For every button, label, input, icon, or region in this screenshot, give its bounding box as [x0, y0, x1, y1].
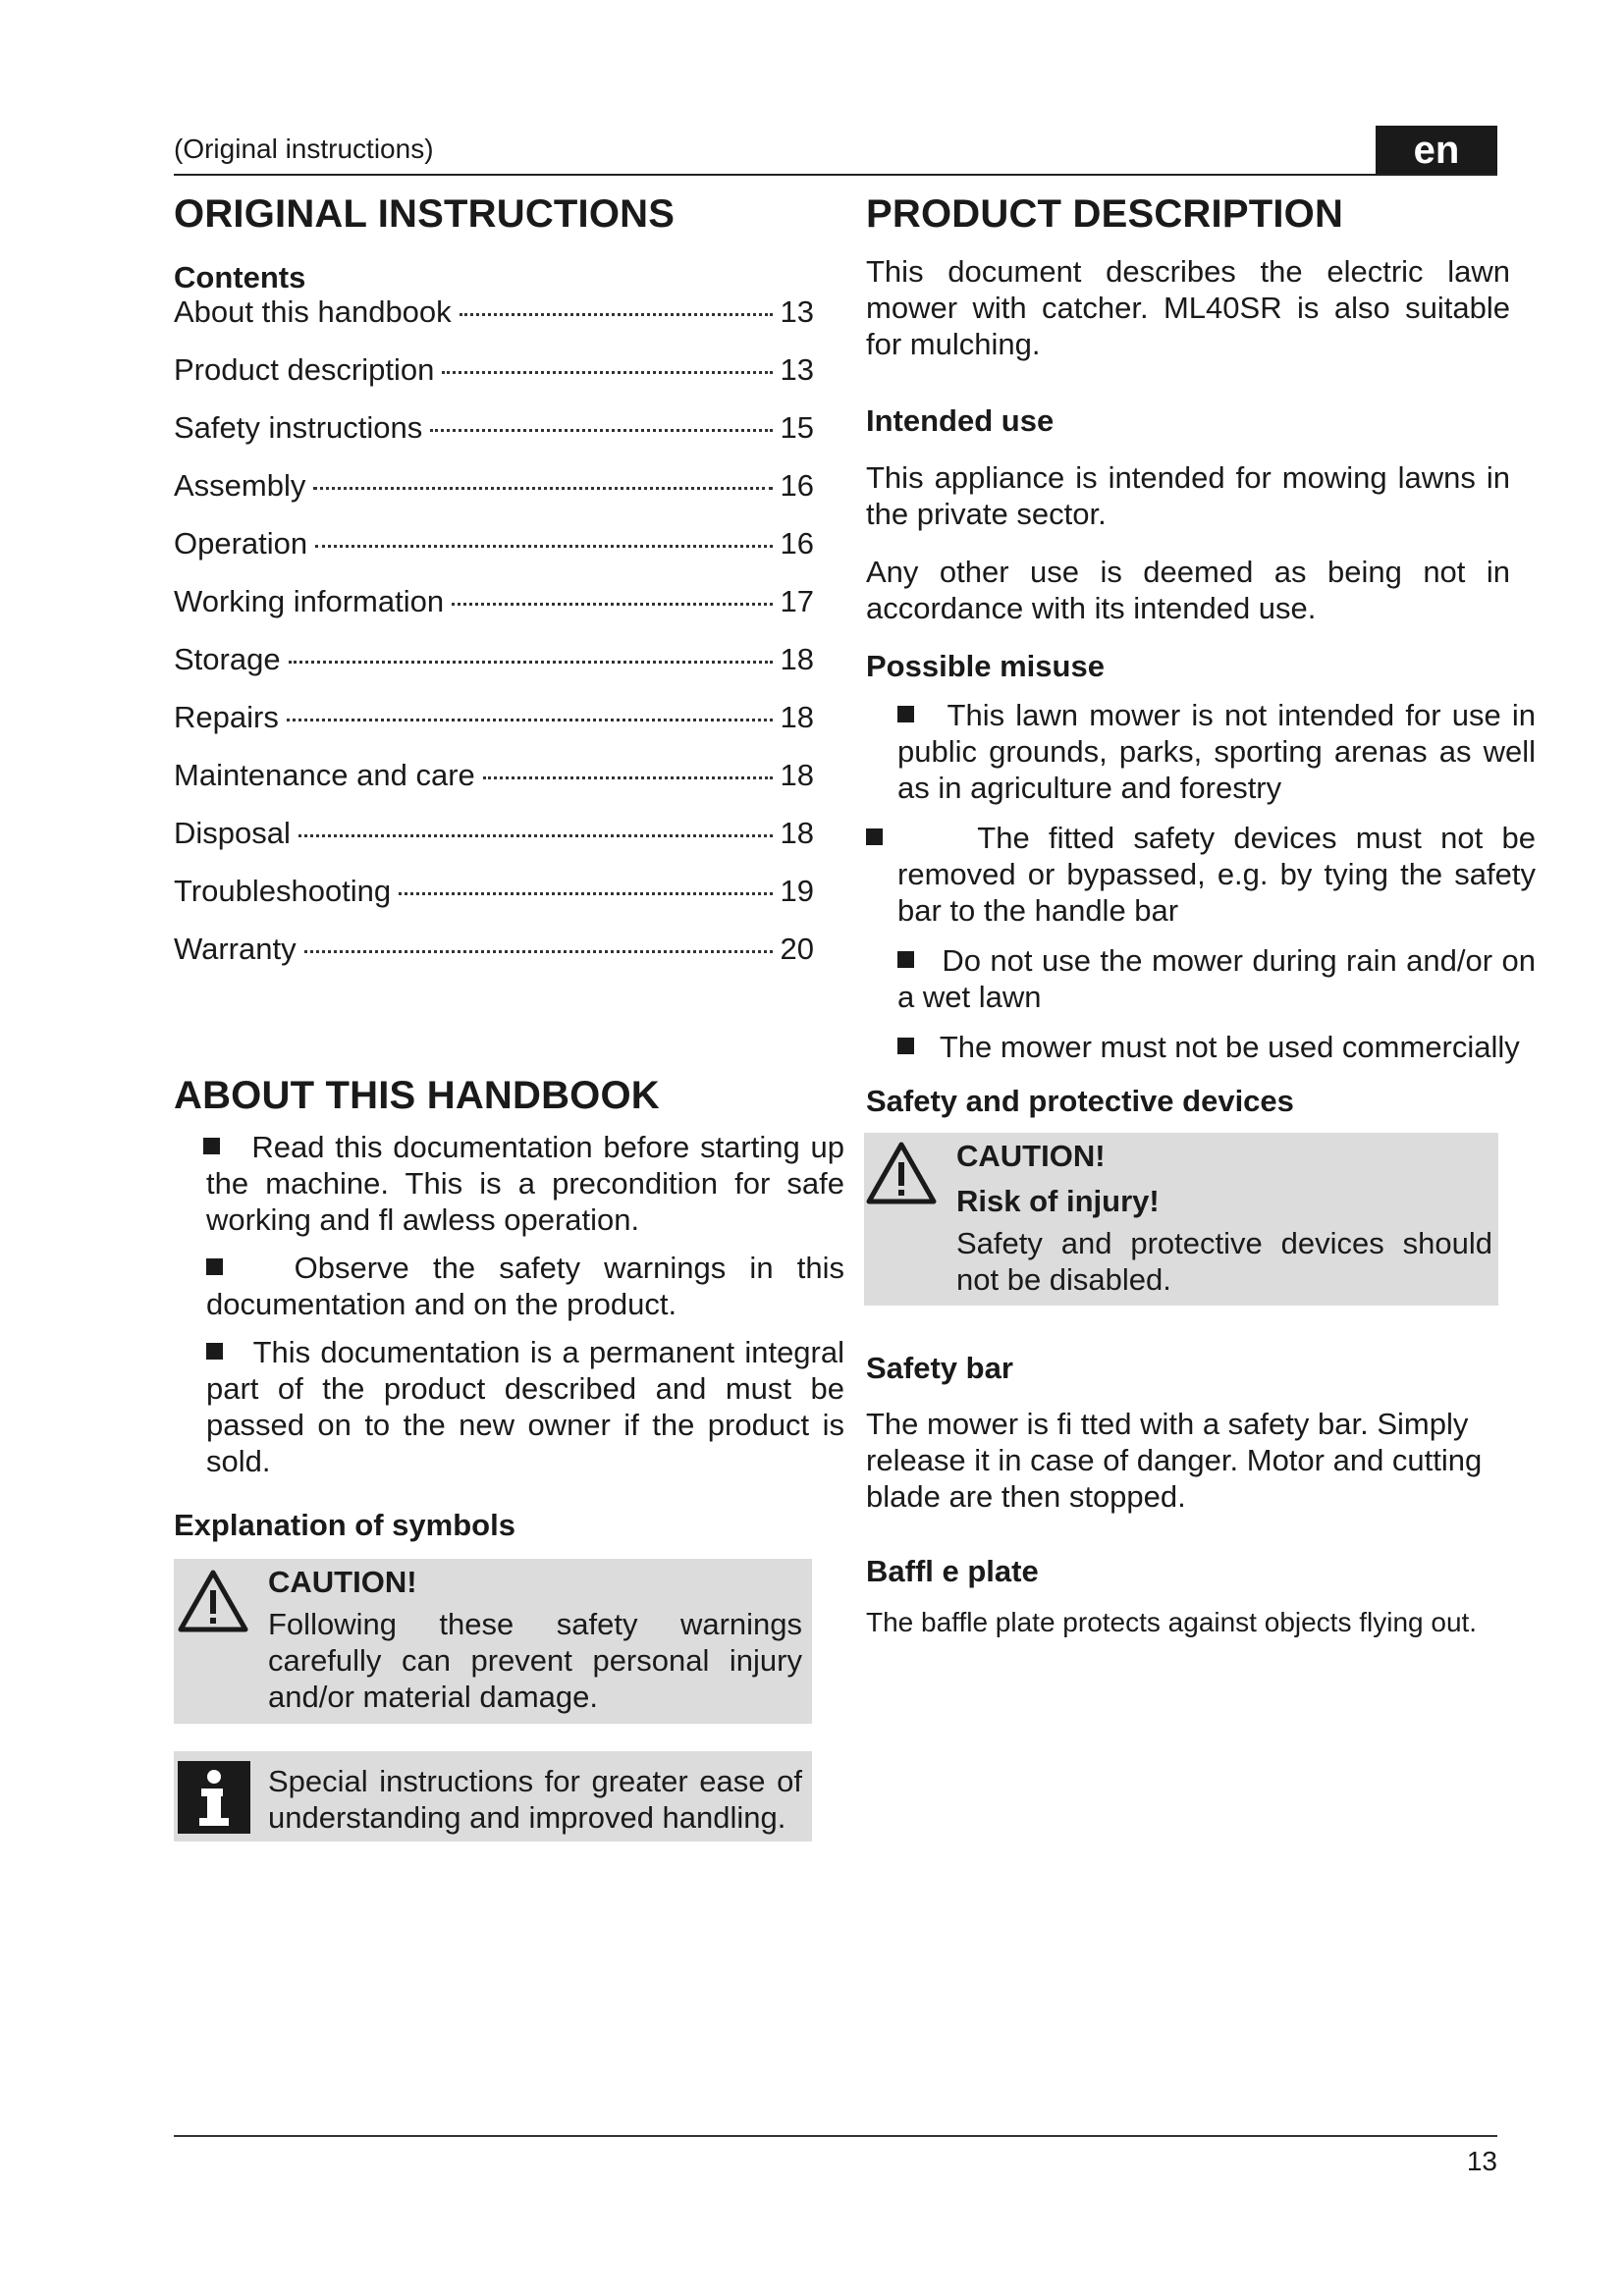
contents-heading: Contents [174, 260, 306, 294]
toc-item[interactable]: Maintenance and care 18 [174, 758, 814, 792]
caution-text: Following these safety warnings carefully can prevent personal injury and/or material damage. [268, 1607, 802, 1714]
toc-item[interactable]: About this handbook 13 [174, 294, 814, 329]
intended-use-heading: Intended use [866, 403, 1055, 438]
toc-item[interactable]: Disposal 18 [174, 816, 814, 850]
bullet-square-icon [206, 1343, 223, 1360]
list-item: The fitted safety devices must not be removed or bypassed, e.g. by tying the safety bar to the handle bar [866, 820, 1536, 929]
bullet-square-icon [897, 706, 914, 722]
misuse-bullet-list [897, 697, 1536, 1065]
list-item: Do not use the mower during rain and/or on a wet lawn [897, 943, 1537, 1014]
info-text: Special instructions for greater ease of understanding and improved handling. [268, 1764, 802, 1835]
product-description-title: PRODUCT DESCRIPTION [866, 192, 1344, 236]
bullet-square-icon [897, 951, 914, 968]
header-divider [174, 174, 1497, 176]
warning-triangle-icon [866, 1141, 937, 1205]
caution-title: CAUTION! [956, 1139, 1106, 1173]
protective-devices-heading: Safety and protective devices [866, 1084, 1294, 1118]
bullet-square-icon [866, 828, 883, 845]
intended-use-text-1: This appliance is intended for mowing lawns in the private sector. [866, 460, 1510, 531]
intended-use-text-2: Any other use is deemed as being not in accordance with its intended use. [866, 555, 1510, 625]
safety-bar-text: The mower is fi tted with a safety bar. Simply release it in case of danger. Motor and cutting blade are then stopped. [866, 1407, 1483, 1514]
toc-item[interactable]: Product description 13 [174, 352, 814, 387]
table-of-contents [174, 294, 814, 989]
caution-title: CAUTION! [268, 1565, 417, 1599]
footer-divider [174, 2135, 1497, 2137]
safety-bar-heading: Safety bar [866, 1351, 1013, 1385]
toc-item[interactable]: Troubleshooting 19 [174, 874, 814, 908]
toc-item[interactable]: Warranty 20 [174, 932, 814, 966]
baffle-plate-text: The baffle plate protects against objects flying out. [866, 1607, 1478, 1637]
header-label: (Original instructions) [174, 133, 434, 164]
toc-item[interactable]: Repairs 18 [174, 700, 814, 734]
symbols-heading: Explanation of symbols [174, 1508, 515, 1542]
list-item: This lawn mower is not intended for use in public grounds, parks, sporting arenas as well as in agriculture and forestry [897, 698, 1536, 805]
toc-item[interactable]: Working information 17 [174, 584, 814, 618]
toc-item[interactable]: Assembly 16 [174, 468, 814, 503]
about-bullet-list [206, 1129, 844, 1479]
original-instructions-title: ORIGINAL INSTRUCTIONS [174, 192, 676, 236]
risk-caution-box [864, 1133, 1498, 1306]
toc-item[interactable]: Operation 16 [174, 526, 814, 561]
warning-triangle-icon [178, 1569, 248, 1633]
baffle-plate-heading: Baffl e plate [866, 1554, 1039, 1588]
about-handbook-title: ABOUT THIS HANDBOOK [174, 1074, 660, 1117]
caution-text: Safety and protective devices should not be disabled. [956, 1226, 1492, 1297]
info-box [174, 1751, 812, 1842]
product-intro: This document describes the electric lawn mower with catcher. ML40SR is also suitable for mulching. [866, 254, 1510, 361]
language-badge: en [1376, 126, 1497, 175]
page-number: 13 [1466, 2146, 1497, 2176]
risk-of-injury-title: Risk of injury! [956, 1184, 1160, 1218]
list-item: Observe the safety warnings in this documentation and on the product. [206, 1251, 845, 1321]
bullet-square-icon [203, 1138, 220, 1154]
caution-box [174, 1559, 812, 1724]
list-item: The mower must not be used commercially [897, 1029, 1536, 1065]
toc-item[interactable]: Storage 18 [174, 642, 814, 676]
info-icon [178, 1761, 250, 1834]
list-item: This documentation is a permanent integral part of the product described and must be passed on to the new owner if the product is sold. [206, 1335, 844, 1478]
possible-misuse-heading: Possible misuse [866, 649, 1105, 683]
bullet-square-icon [897, 1038, 914, 1054]
toc-item[interactable]: Safety instructions 15 [174, 410, 814, 445]
bullet-square-icon [206, 1258, 223, 1275]
list-item: Read this documentation before starting up the machine. This is a precondition for safe working and fl awless operation. [206, 1129, 844, 1238]
